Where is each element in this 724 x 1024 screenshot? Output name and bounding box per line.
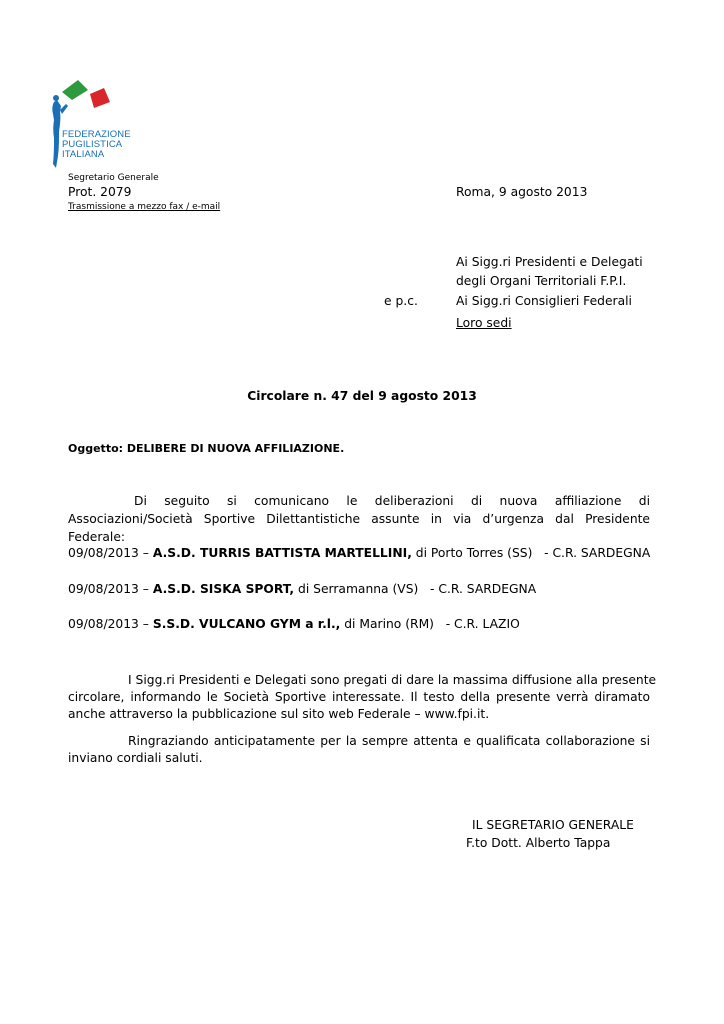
affiliation-place: di Serramanna (VS) [294, 582, 419, 596]
signature-name: F.to Dott. Alberto Tappa [466, 836, 611, 850]
affiliation-name: A.S.D. SISKA SPORT, [152, 582, 295, 596]
diffusion-paragraph [68, 672, 657, 723]
paragraph-first-line: I Sigg.ri Presidenti e Delegati sono pregati di dare la massima diffusione alla presente [128, 673, 657, 687]
circular-title: Circolare n. 47 del 9 agosto 2013 [247, 389, 477, 403]
logo-text [62, 130, 131, 160]
affiliation-place: di Marino (RM) [340, 617, 434, 631]
affiliation-place: di Porto Torres (SS) [411, 546, 533, 560]
protocol-number: Prot. 2079 [68, 185, 132, 199]
affiliation-region: - C.R. LAZIO [433, 617, 520, 631]
affiliation-row [68, 617, 520, 631]
affiliation-date: 09/08/2013 – [68, 617, 153, 631]
paragraph-rest: circolare, informando le Società Sportive interessate. Il testo della presente verrà diramato anche attraverso la pubblicazione sul sito web Federale – www.fpi.it. [68, 690, 650, 721]
flag-red-icon [90, 88, 110, 108]
affiliation-region: - C.R. SARDEGNA [418, 582, 537, 596]
affiliation-date: 09/08/2013 – [68, 546, 153, 560]
logo-line: ITALIANA [62, 149, 105, 160]
affiliation-row [68, 546, 650, 560]
boxer-figure-icon [52, 100, 61, 168]
logo-line: PUGILISTICA [62, 139, 123, 150]
recipient-line: Loro sedi [456, 316, 512, 330]
recipient-line: Ai Sigg.ri Consiglieri Federali [456, 294, 632, 308]
signature-title: IL SEGRETARIO GENERALE [472, 818, 634, 832]
recipient-line: degli Organi Territoriali F.P.I. [456, 274, 627, 288]
place-date: Roma, 9 agosto 2013 [456, 185, 588, 199]
transmission-note: Trasmissione a mezzo fax / e-mail [68, 202, 221, 212]
subject-line: Oggetto: DELIBERE DI NUOVA AFFILIAZIONE. [68, 442, 345, 455]
affiliation-date: 09/08/2013 – [68, 582, 153, 596]
affiliation-region: - C.R. SARDEGNA [532, 546, 651, 560]
department-label: Segretario Generale [68, 173, 159, 183]
recipient-line: Ai Sigg.ri Presidenti e Delegati [456, 255, 643, 269]
logo-line: FEDERAZIONE [62, 129, 131, 140]
intro-paragraph: Di seguito si comunicano le deliberazioni di nuova affiliazione di Associazioni/Società Sportive Dilettantistiche assunte in via d’urgenza dal Presidente Federale: [68, 494, 650, 544]
affiliation-row [68, 582, 536, 596]
cc-label: e p.c. [384, 294, 418, 308]
affiliation-name: A.S.D. TURRIS BATTISTA MARTELLINI, [152, 546, 412, 560]
flag-green-icon [62, 80, 88, 100]
affiliation-name: S.S.D. VULCANO GYM a r.l., [152, 617, 341, 631]
closing-paragraph: Ringraziando anticipatamente per la sempre attenta e qualificata collaborazione si inviano cordiali saluti. [68, 734, 650, 765]
